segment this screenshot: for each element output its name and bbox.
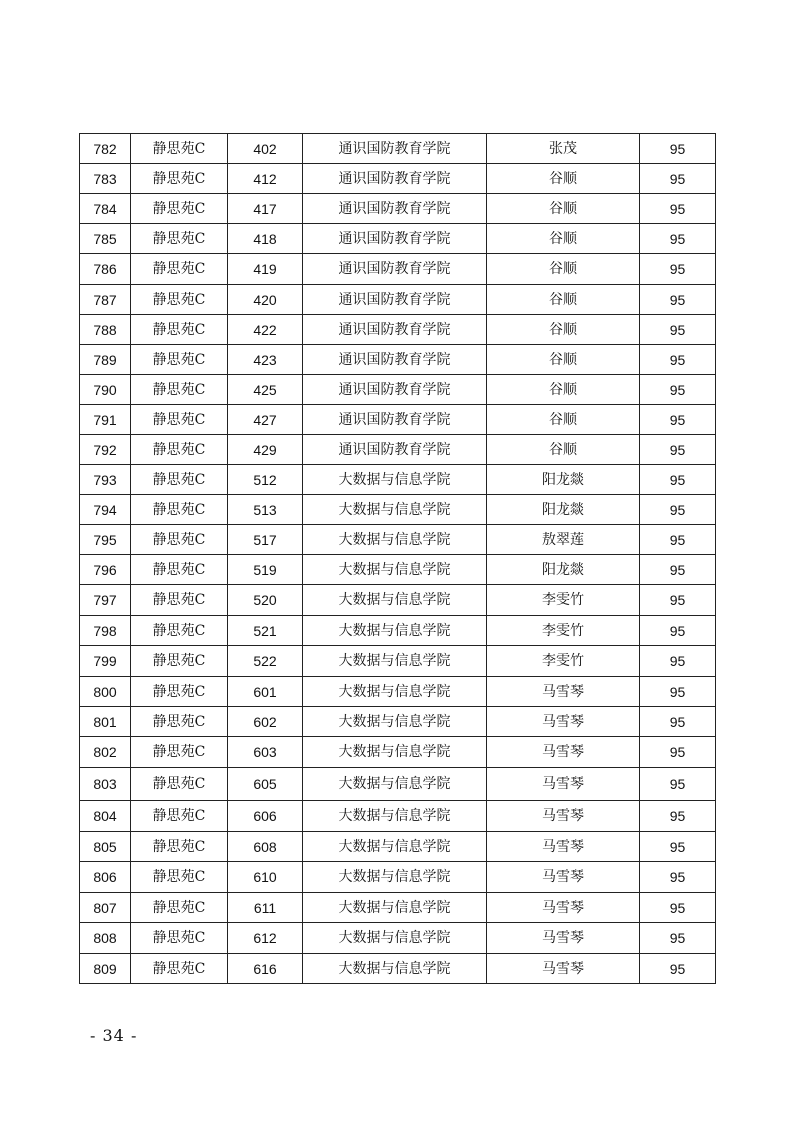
cell-person: 马雪琴 <box>487 677 640 707</box>
cell-building: 静思苑C <box>131 555 228 585</box>
cell-college: 大数据与信息学院 <box>303 862 487 893</box>
table-row <box>80 768 716 801</box>
cell-room: 603 <box>228 737 303 768</box>
cell-score: 95 <box>640 832 716 862</box>
cell-person: 张茂 <box>487 134 640 164</box>
cell-college: 大数据与信息学院 <box>303 646 487 677</box>
cell-person: 马雪琴 <box>487 801 640 832</box>
table-row <box>80 616 716 646</box>
cell-score: 95 <box>640 405 716 435</box>
cell-college: 通识国防教育学院 <box>303 315 487 345</box>
cell-score: 95 <box>640 646 716 677</box>
cell-building: 静思苑C <box>131 315 228 345</box>
cell-seq: 792 <box>80 435 131 465</box>
cell-college: 大数据与信息学院 <box>303 465 487 495</box>
cell-room: 425 <box>228 375 303 405</box>
cell-seq: 790 <box>80 375 131 405</box>
cell-college: 大数据与信息学院 <box>303 893 487 923</box>
cell-room: 610 <box>228 862 303 893</box>
cell-seq: 809 <box>80 954 131 984</box>
cell-score: 95 <box>640 801 716 832</box>
cell-score: 95 <box>640 585 716 616</box>
cell-score: 95 <box>640 465 716 495</box>
cell-person: 马雪琴 <box>487 768 640 801</box>
cell-room: 606 <box>228 801 303 832</box>
cell-college: 大数据与信息学院 <box>303 525 487 555</box>
cell-building: 静思苑C <box>131 224 228 254</box>
cell-college: 大数据与信息学院 <box>303 832 487 862</box>
cell-building: 静思苑C <box>131 768 228 801</box>
cell-seq: 806 <box>80 862 131 893</box>
table-row <box>80 164 716 194</box>
cell-building: 静思苑C <box>131 194 228 224</box>
cell-seq: 804 <box>80 801 131 832</box>
cell-college: 大数据与信息学院 <box>303 585 487 616</box>
cell-seq: 789 <box>80 345 131 375</box>
cell-college: 大数据与信息学院 <box>303 923 487 954</box>
cell-person: 谷顺 <box>487 254 640 285</box>
cell-seq: 794 <box>80 495 131 525</box>
table-row <box>80 923 716 954</box>
cell-person: 马雪琴 <box>487 832 640 862</box>
cell-building: 静思苑C <box>131 801 228 832</box>
table-row <box>80 646 716 677</box>
cell-room: 611 <box>228 893 303 923</box>
cell-person: 马雪琴 <box>487 707 640 737</box>
cell-room: 412 <box>228 164 303 194</box>
cell-seq: 805 <box>80 832 131 862</box>
cell-score: 95 <box>640 254 716 285</box>
cell-building: 静思苑C <box>131 345 228 375</box>
cell-seq: 796 <box>80 555 131 585</box>
cell-person: 阳龙燚 <box>487 495 640 525</box>
cell-building: 静思苑C <box>131 954 228 984</box>
cell-person: 谷顺 <box>487 315 640 345</box>
cell-person: 谷顺 <box>487 224 640 254</box>
cell-seq: 795 <box>80 525 131 555</box>
table-row <box>80 677 716 707</box>
cell-college: 大数据与信息学院 <box>303 737 487 768</box>
cell-score: 95 <box>640 768 716 801</box>
cell-seq: 786 <box>80 254 131 285</box>
table-row <box>80 224 716 254</box>
cell-person: 谷顺 <box>487 345 640 375</box>
cell-person: 马雪琴 <box>487 893 640 923</box>
table-row <box>80 134 716 164</box>
cell-college: 通识国防教育学院 <box>303 285 487 315</box>
cell-building: 静思苑C <box>131 134 228 164</box>
cell-college: 通识国防教育学院 <box>303 194 487 224</box>
cell-college: 大数据与信息学院 <box>303 768 487 801</box>
cell-building: 静思苑C <box>131 585 228 616</box>
cell-seq: 785 <box>80 224 131 254</box>
cell-room: 605 <box>228 768 303 801</box>
cell-college: 通识国防教育学院 <box>303 134 487 164</box>
cell-building: 静思苑C <box>131 254 228 285</box>
cell-room: 519 <box>228 555 303 585</box>
table-row <box>80 315 716 345</box>
cell-score: 95 <box>640 495 716 525</box>
cell-building: 静思苑C <box>131 405 228 435</box>
table-row <box>80 405 716 435</box>
cell-person: 谷顺 <box>487 164 640 194</box>
table-row <box>80 862 716 893</box>
cell-room: 429 <box>228 435 303 465</box>
cell-score: 95 <box>640 345 716 375</box>
cell-seq: 797 <box>80 585 131 616</box>
cell-room: 521 <box>228 616 303 646</box>
cell-building: 静思苑C <box>131 893 228 923</box>
cell-building: 静思苑C <box>131 495 228 525</box>
cell-score: 95 <box>640 616 716 646</box>
cell-person: 阳龙燚 <box>487 555 640 585</box>
table-row <box>80 832 716 862</box>
cell-building: 静思苑C <box>131 677 228 707</box>
cell-room: 427 <box>228 405 303 435</box>
cell-score: 95 <box>640 525 716 555</box>
cell-room: 616 <box>228 954 303 984</box>
table-row <box>80 194 716 224</box>
table-row <box>80 495 716 525</box>
cell-score: 95 <box>640 375 716 405</box>
cell-building: 静思苑C <box>131 737 228 768</box>
cell-building: 静思苑C <box>131 465 228 495</box>
cell-building: 静思苑C <box>131 862 228 893</box>
cell-score: 95 <box>640 893 716 923</box>
cell-room: 402 <box>228 134 303 164</box>
cell-person: 李雯竹 <box>487 646 640 677</box>
table-row <box>80 954 716 984</box>
cell-seq: 801 <box>80 707 131 737</box>
page-number: - 34 - <box>90 1026 138 1045</box>
cell-seq: 787 <box>80 285 131 315</box>
cell-person: 谷顺 <box>487 405 640 435</box>
cell-person: 谷顺 <box>487 285 640 315</box>
cell-seq: 788 <box>80 315 131 345</box>
cell-college: 通识国防教育学院 <box>303 405 487 435</box>
cell-room: 602 <box>228 707 303 737</box>
cell-person: 马雪琴 <box>487 737 640 768</box>
cell-room: 517 <box>228 525 303 555</box>
cell-college: 通识国防教育学院 <box>303 164 487 194</box>
cell-score: 95 <box>640 164 716 194</box>
cell-building: 静思苑C <box>131 646 228 677</box>
cell-building: 静思苑C <box>131 832 228 862</box>
table-row <box>80 893 716 923</box>
cell-seq: 799 <box>80 646 131 677</box>
cell-person: 马雪琴 <box>487 923 640 954</box>
cell-college: 大数据与信息学院 <box>303 495 487 525</box>
cell-college: 通识国防教育学院 <box>303 224 487 254</box>
cell-seq: 808 <box>80 923 131 954</box>
table-row <box>80 254 716 285</box>
cell-room: 513 <box>228 495 303 525</box>
table-row <box>80 585 716 616</box>
cell-college: 大数据与信息学院 <box>303 555 487 585</box>
cell-person: 李雯竹 <box>487 616 640 646</box>
cell-building: 静思苑C <box>131 616 228 646</box>
cell-person: 敖翠莲 <box>487 525 640 555</box>
cell-score: 95 <box>640 134 716 164</box>
cell-college: 大数据与信息学院 <box>303 616 487 646</box>
table-row <box>80 707 716 737</box>
cell-room: 522 <box>228 646 303 677</box>
cell-person: 马雪琴 <box>487 954 640 984</box>
cell-building: 静思苑C <box>131 164 228 194</box>
cell-score: 95 <box>640 737 716 768</box>
cell-score: 95 <box>640 707 716 737</box>
table-row <box>80 801 716 832</box>
cell-room: 601 <box>228 677 303 707</box>
cell-room: 422 <box>228 315 303 345</box>
cell-seq: 784 <box>80 194 131 224</box>
cell-score: 95 <box>640 555 716 585</box>
cell-score: 95 <box>640 435 716 465</box>
cell-college: 通识国防教育学院 <box>303 435 487 465</box>
cell-score: 95 <box>640 285 716 315</box>
cell-score: 95 <box>640 194 716 224</box>
cell-room: 420 <box>228 285 303 315</box>
cell-person: 阳龙燚 <box>487 465 640 495</box>
cell-score: 95 <box>640 923 716 954</box>
cell-person: 谷顺 <box>487 435 640 465</box>
cell-room: 612 <box>228 923 303 954</box>
cell-person: 谷顺 <box>487 194 640 224</box>
cell-room: 418 <box>228 224 303 254</box>
cell-seq: 803 <box>80 768 131 801</box>
cell-seq: 793 <box>80 465 131 495</box>
cell-college: 大数据与信息学院 <box>303 707 487 737</box>
cell-seq: 791 <box>80 405 131 435</box>
table-row <box>80 435 716 465</box>
cell-building: 静思苑C <box>131 285 228 315</box>
cell-person: 谷顺 <box>487 375 640 405</box>
table-body <box>80 134 716 984</box>
cell-seq: 800 <box>80 677 131 707</box>
table-row <box>80 345 716 375</box>
cell-score: 95 <box>640 862 716 893</box>
table-row <box>80 285 716 315</box>
cell-building: 静思苑C <box>131 923 228 954</box>
cell-room: 423 <box>228 345 303 375</box>
cell-score: 95 <box>640 224 716 254</box>
cell-seq: 782 <box>80 134 131 164</box>
cell-college: 大数据与信息学院 <box>303 954 487 984</box>
cell-person: 马雪琴 <box>487 862 640 893</box>
cell-score: 95 <box>640 315 716 345</box>
cell-room: 520 <box>228 585 303 616</box>
cell-building: 静思苑C <box>131 435 228 465</box>
cell-room: 512 <box>228 465 303 495</box>
table-row <box>80 465 716 495</box>
cell-building: 静思苑C <box>131 707 228 737</box>
cell-room: 419 <box>228 254 303 285</box>
cell-seq: 798 <box>80 616 131 646</box>
cell-seq: 802 <box>80 737 131 768</box>
cell-building: 静思苑C <box>131 525 228 555</box>
cell-seq: 807 <box>80 893 131 923</box>
cell-college: 大数据与信息学院 <box>303 677 487 707</box>
cell-seq: 783 <box>80 164 131 194</box>
cell-score: 95 <box>640 954 716 984</box>
table-row <box>80 555 716 585</box>
cell-college: 通识国防教育学院 <box>303 345 487 375</box>
cell-room: 417 <box>228 194 303 224</box>
cell-room: 608 <box>228 832 303 862</box>
cell-score: 95 <box>640 677 716 707</box>
cell-college: 通识国防教育学院 <box>303 375 487 405</box>
cell-college: 大数据与信息学院 <box>303 801 487 832</box>
cell-person: 李雯竹 <box>487 585 640 616</box>
table-row <box>80 525 716 555</box>
cell-college: 通识国防教育学院 <box>303 254 487 285</box>
table-row <box>80 737 716 768</box>
table-row <box>80 375 716 405</box>
cell-building: 静思苑C <box>131 375 228 405</box>
dormitory-score-table <box>79 133 716 984</box>
